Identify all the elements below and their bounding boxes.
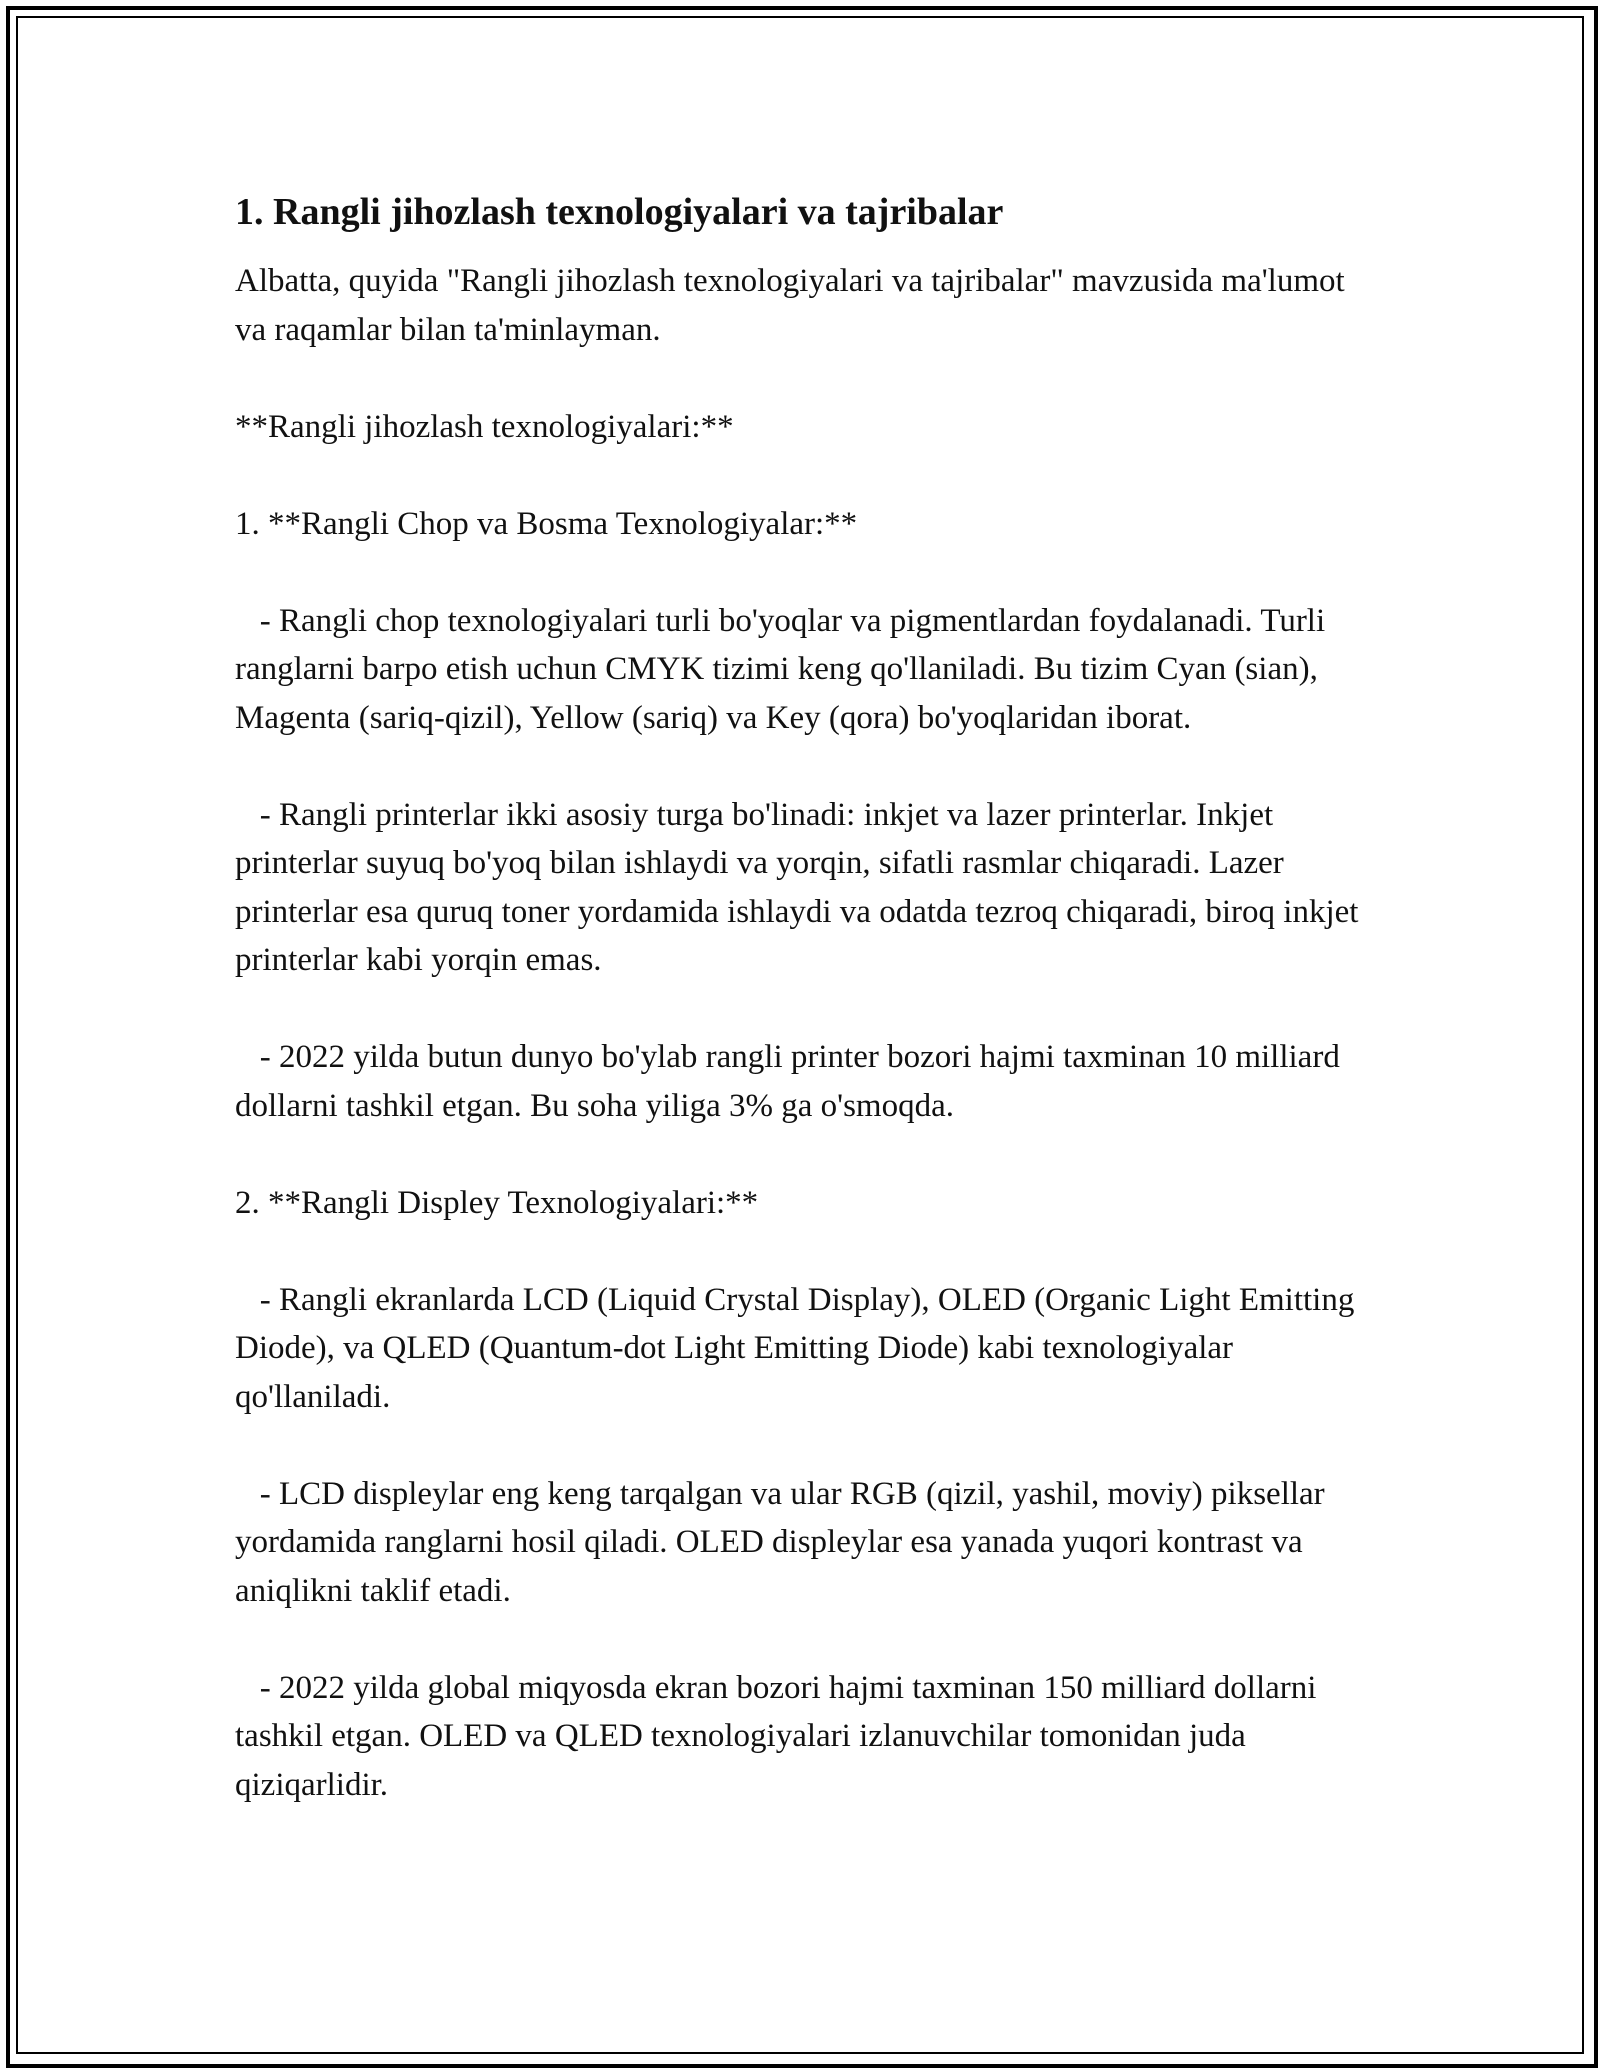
list-item-paragraph: - Rangli ekranlarda LCD (Liquid Crystal Display), OLED (Organic Light Emitting Diode), va QLED (Quantum-dot Light Emitting Diode) kabi texnologiyalar qo'llaniladi. [235, 1281, 1363, 1415]
list-item-paragraph: - 2022 yilda butun dunyo bo'ylab rangli printer bozori hajmi taxminan 10 milliard dollarni tashkil etgan. Bu soha yiliga 3% ga o'smoqda. [235, 1039, 1349, 1124]
list-heading-1: 1. **Rangli Chop va Bosma Texnologiyalar:** [235, 505, 858, 542]
document-title: 1. Rangli jihozlash texnologiyalari va tajribalar [235, 191, 1004, 233]
document-body [235, 185, 1375, 1858]
list-item-paragraph: - LCD displeylar eng keng tarqalgan va ular RGB (qizil, yashil, moviy) piksellar yordamida ranglarni hosil qiladi. OLED displeylar esa yanada yuqori kontrast va aniqlikni taklif etadi. [235, 1475, 1333, 1609]
list-item-paragraph: - Rangli chop texnologiyalari turli bo'yoqlar va pigmentlardan foydalanadi. Turli ranglarni barpo etish uchun CMYK tizimi keng qo'llaniladi. Bu tizim Cyan (sian), Magenta (sariq-qizil), Yellow (sariq) va Key (qora) bo'yoqlaridan iborat. [235, 602, 1334, 736]
list-item-paragraph: - Rangli printerlar ikki asosiy turga bo'linadi: inkjet va lazer printerlar. Inkjet printerlar suyuq bo'yoq bilan ishlaydi va yorqin, sifatli rasmlar chiqaradi. Lazer printerlar esa quruq toner yordamida ishlaydi va odatda tezroq chiqaradi, biroq inkjet printerlar kabi yorqin emas. [235, 796, 1367, 978]
intro-paragraph: Albatta, quyida "Rangli jihozlash texnologiyalari va tajribalar" mavzusida ma'lumot va raqamlar bilan ta'minlayman. [235, 263, 1353, 348]
list-heading-2: 2. **Rangli Displey Texnologiyalari:** [235, 1184, 759, 1221]
list-item-paragraph: - 2022 yilda global miqyosda ekran bozori hajmi taxminan 150 milliard dollarni tashkil etgan. OLED va QLED texnologiyalari izlanuvchilar tomonidan juda qiziqarlidir. [235, 1669, 1325, 1803]
section-heading: **Rangli jihozlash texnologiyalari:** [235, 408, 734, 445]
